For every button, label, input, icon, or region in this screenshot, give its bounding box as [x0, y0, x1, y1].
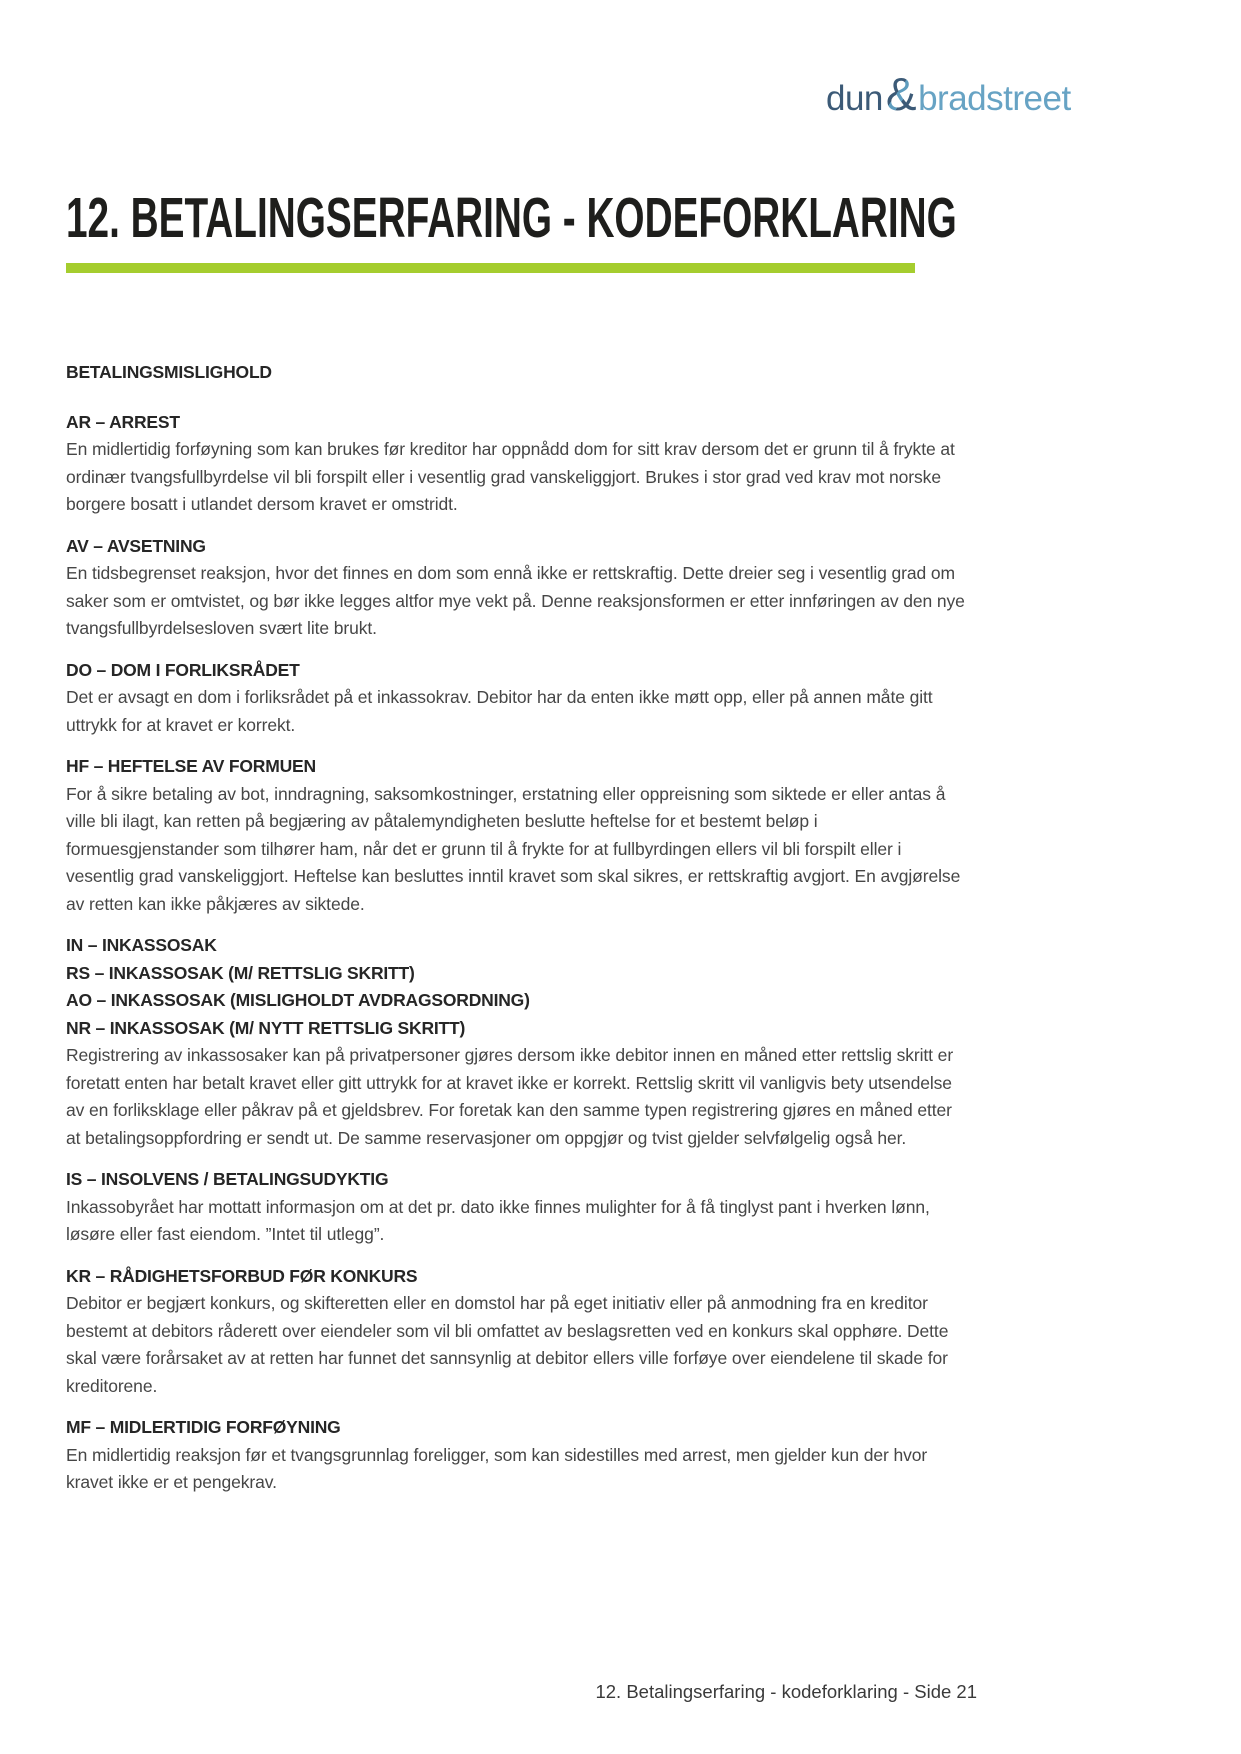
- code-section: [66, 1166, 971, 1249]
- code-heading: AR – ARREST: [66, 411, 180, 432]
- section-label: BETALINGSMISLIGHOLD: [66, 362, 272, 382]
- section-headings: [66, 409, 971, 437]
- code-section: [66, 657, 971, 740]
- code-section: [66, 1263, 971, 1401]
- section-headings: [66, 1414, 971, 1442]
- code-heading: IS – INSOLVENS / BETALINGSUDYKTIG: [66, 1169, 389, 1189]
- section-headings: [66, 533, 971, 561]
- section-headings: [66, 1166, 971, 1194]
- footer-page-label: 12. Betalingserfaring - kodeforklaring - Side 21: [595, 1681, 977, 1702]
- sections: [66, 409, 971, 1497]
- code-heading: RS – INKASSOSAK (M/ RETTSLIG SKRITT): [66, 962, 415, 983]
- section-body: Debitor er begjært konkurs, og skifteretten eller en domstol har på eget initiativ eller på anmodning fra en kreditor bestemt at debitors råderett over eiendeler som vil bli omfattet av beslagsretten ved en konkurs skal opphøre. Dette skal være forårsaket av at retten har funnet det sannsynlig at debitor ellers ville forføye over eiendelene til skade for kreditorene.: [66, 1293, 949, 1396]
- code-section: [66, 1414, 971, 1497]
- section-body: En midlertidig reaksjon før et tvangsgrunnlag foreligger, som kan sidestilles med arrest, men gjelder kun der hvor kravet ikke er et pengekrav.: [66, 1444, 928, 1492]
- section-body: En midlertidig forføyning som kan brukes før kreditor har oppnådd dom for sitt krav dersom det er grunn til å frykte at ordinær tvangsfullbyrdelse vil bli forspilt eller i vesentlig grad vanskeliggjort. Brukes i stor grad ved krav mot norske borgere bosatt i utlandet dersom kravet er omstridt.: [66, 439, 955, 514]
- code-section: [66, 753, 971, 918]
- section-body: En tidsbegrenset reaksjon, hvor det finnes en dom som ennå ikke er rettskraftig. Dette dreier seg i vesentlig grad om saker som er omtvistet, og bør ikke legges altfor mye vekt på. Denne reaksjonsformen er etter innføringen av den nye tvangsfullbyrdelsesloven svært lite brukt.: [66, 563, 965, 638]
- section-body: For å sikre betaling av bot, inndragning, saksomkostninger, erstatning eller oppreisning som siktede er eller antas å ville bli ilagt, kan retten på begjæring av påtalemyndigheten beslutte heftelse for et bestemt beløp i formuesgjenstander som tilhører ham, når det er grunn til å frykte for at fullbyrdingen ellers vil bli forspilt eller i vesentlig grad vanskeliggjort. Heftelse kan besluttes inntil kravet som skal sikres, er rettskraftig avgjort. En avgjørelse av retten kan ikke påkjæres av siktede.: [66, 783, 961, 914]
- code-section: [66, 533, 971, 643]
- section-body: Inkassobyrået har mottatt informasjon om at det pr. dato ikke finnes mulighter for å få tinglyst pant i hverken lønn, løsøre eller fast eiendom. ”Intet til utlegg”.: [66, 1196, 930, 1244]
- code-heading: HF – HEFTELSE AV FORMUEN: [66, 756, 316, 776]
- section-headings: [66, 753, 971, 781]
- section-headings: [66, 1263, 971, 1291]
- code-heading: DO – DOM I FORLIKSRÅDET: [66, 659, 300, 680]
- code-heading: NR – INKASSOSAK (M/ NYTT RETTSLIG SKRITT): [66, 1017, 466, 1038]
- code-heading: MF – MIDLERTIDIG FORFØYNING: [66, 1417, 341, 1437]
- code-heading: AO – INKASSOSAK (MISLIGHOLDT AVDRAGSORDNING): [66, 990, 530, 1010]
- section-headings: [66, 657, 971, 685]
- code-heading: AV – AVSETNING: [66, 535, 206, 556]
- page-title: 12. BETALINGSERFARING - KODEFORKLARING: [66, 186, 957, 250]
- logo-text-bradstreet: bradstreet: [918, 79, 1071, 118]
- logo-ampersand-icon: &: [885, 68, 917, 120]
- code-section: [66, 932, 971, 1152]
- section-body: Det er avsagt en dom i forliksrådet på et inkassokrav. Debitor har da enten ikke møtt opp, eller på annen måte gitt uttrykk for at kravet er korrekt.: [66, 687, 933, 735]
- code-heading: KR – RÅDIGHETSFORBUD FØR KONKURS: [66, 1265, 418, 1286]
- section-headings: [66, 932, 971, 1042]
- code-section: [66, 409, 971, 519]
- content-column: [66, 0, 971, 1497]
- section-body: Registrering av inkassosaker kan på privatpersoner gjøres dersom ikke debitor innen en måned etter rettslig skritt er foretatt enten har betalt kravet eller gitt uttrykk for at kravet ikke er korrekt. Rettslig skritt vil vanligvis bety utsendelse av en forliksklage eller påkrav på et gjeldsbrev. For foretak kan den samme typen registrering gjøres en måned etter at betalingsoppfordring er sendt ut. De samme reservasjoner om oppgjør og tvist gjelder selvfølgelig også her.: [66, 1045, 954, 1148]
- title-rule: [66, 263, 915, 273]
- code-heading: IN – INKASSOSAK: [66, 935, 217, 955]
- logo-text-dun: dun: [826, 79, 883, 118]
